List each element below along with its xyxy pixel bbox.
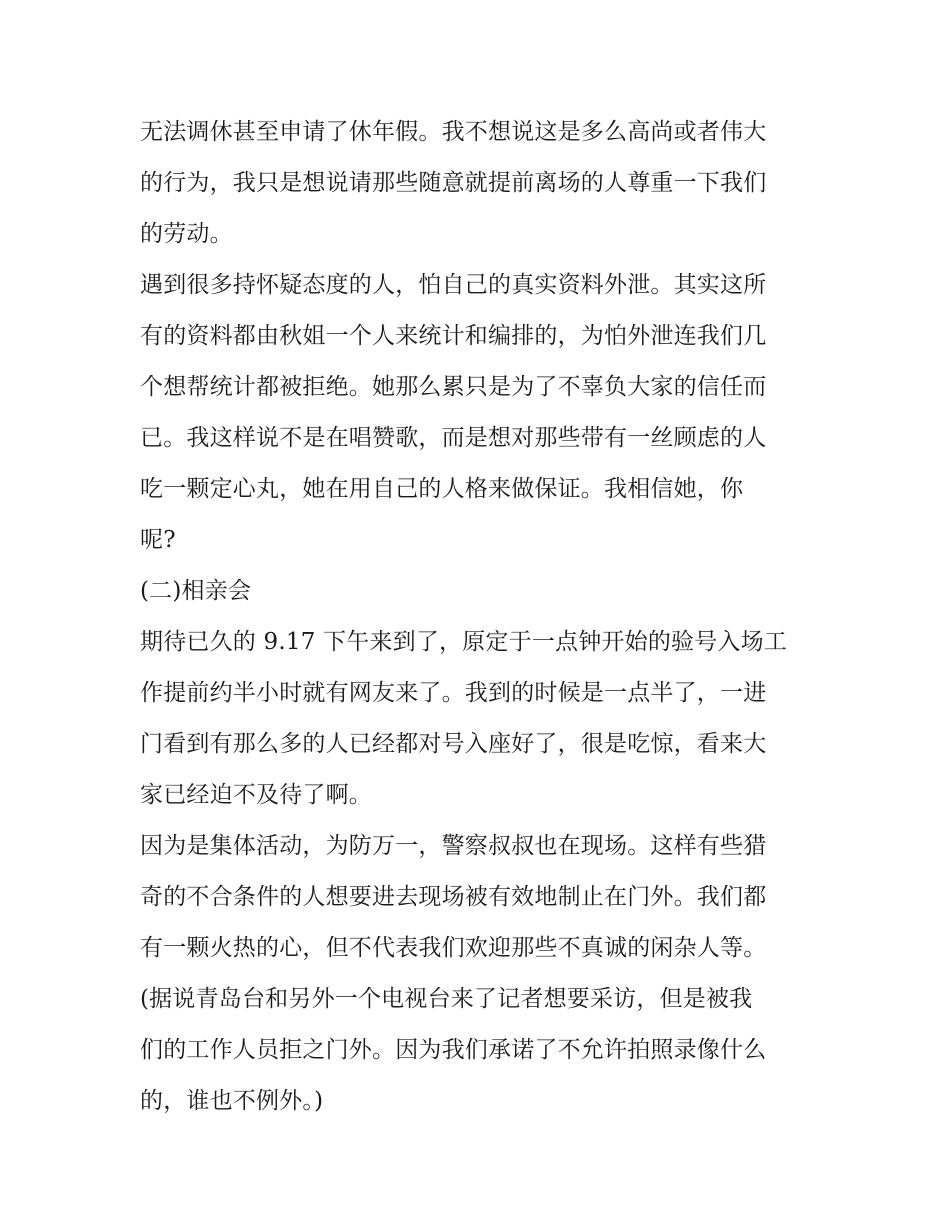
text-line: 们的工作人员拒之门外。因为我们承诺了不允许拍照录像什么 xyxy=(140,1037,767,1063)
text-line: 吃一颗定心丸，她在用自己的人格来做保证。我相信她，你 xyxy=(140,476,744,502)
text-line: 已。我这样说不是在唱赞歌，而是想对那些带有一丝顾虑的人 xyxy=(140,425,767,451)
text-line: 奇的不合条件的人想要进去现场被有效地制止在门外。我们都 xyxy=(140,884,767,910)
text-line: 遇到很多持怀疑态度的人，怕自己的真实资料外泄。其实这所 xyxy=(140,272,767,298)
text-line: (据说青岛台和另外一个电视台来了记者想要采访，但是被我 xyxy=(140,986,753,1012)
text-line: 的行为，我只是想说请那些随意就提前离场的人尊重一下我们 xyxy=(140,170,767,196)
text-line: 的，谁也不例外。) xyxy=(140,1088,324,1114)
section-heading: (二)相亲会 xyxy=(140,578,252,604)
text-line: 无法调休甚至申请了休年假。我不想说这是多么高尚或者伟大 xyxy=(140,119,767,145)
text-line: 的劳动。 xyxy=(140,221,233,247)
text-line: 因为是集体活动，为防万一，警察叔叔也在现场。这样有些猎 xyxy=(140,833,767,859)
text-line: 个想帮统计都被拒绝。她那么累只是为了不辜负大家的信任而 xyxy=(140,374,767,400)
text-line: 有的资料都由秋姐一个人来统计和编排的，为怕外泄连我们几 xyxy=(140,323,767,349)
text-line: 呢? xyxy=(140,527,176,553)
text-line: 作提前约半小时就有网友来了。我到的时候是一点半了，一进 xyxy=(140,680,767,706)
text-line: 有一颗火热的心，但不代表我们欢迎那些不真诚的闲杂人等。 xyxy=(140,935,767,961)
text-line: 门看到有那么多的人已经都对号入座好了，很是吃惊，看来大 xyxy=(140,731,767,757)
document-body xyxy=(140,107,820,1127)
text-line: 家已经迫不及待了啊。 xyxy=(140,782,372,808)
text-line: 期待已久的 9.17 下午来到了，原定于一点钟开始的验号入场工 xyxy=(140,629,788,655)
